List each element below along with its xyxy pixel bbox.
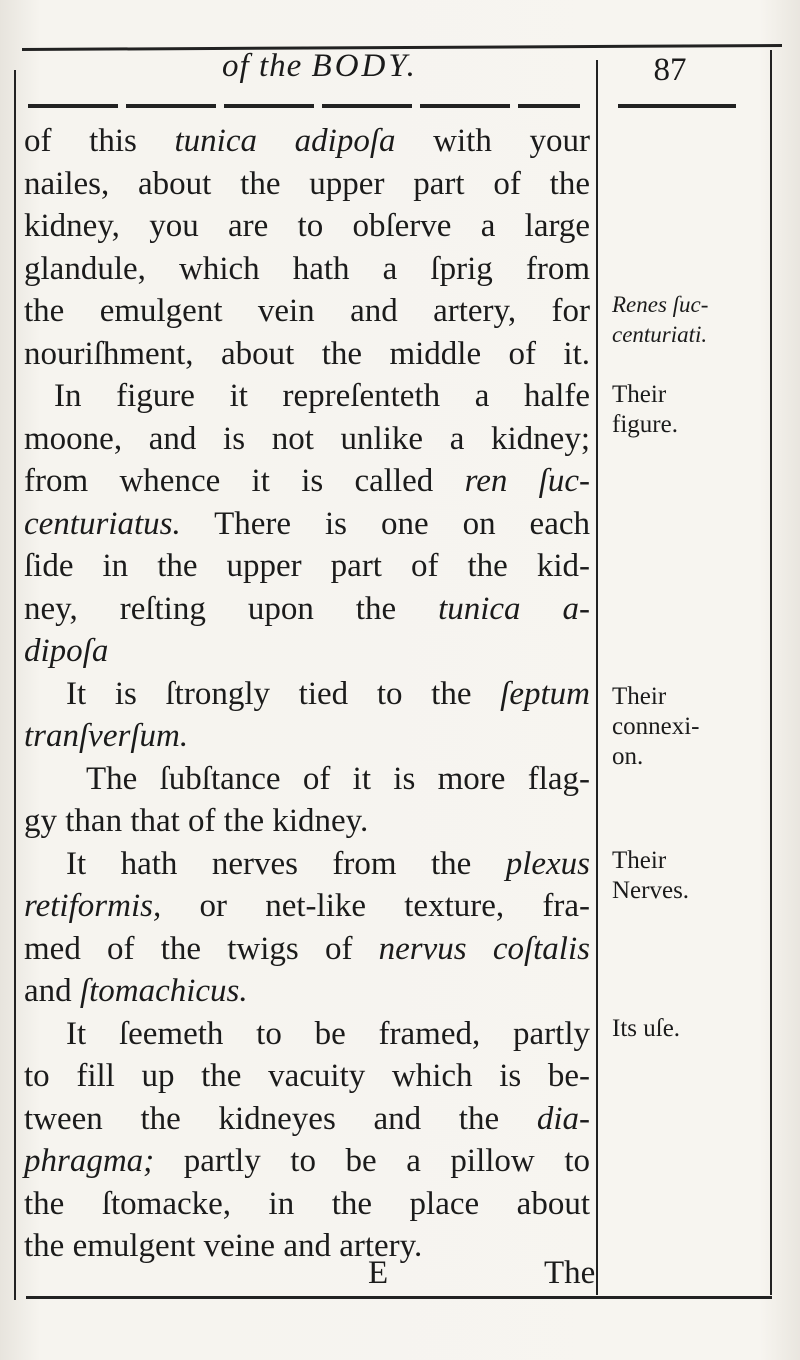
left-rule: [14, 70, 16, 1300]
text-line: centuriatus. There is one on each: [24, 505, 590, 542]
text-line: nailes, about the upper part of the: [24, 165, 590, 202]
text-line: It hath nerves from the plexus: [66, 845, 590, 882]
margin-note-connexion: Their connexi- on.: [612, 683, 700, 770]
text-line: The ſubſtance of it is more flag-: [86, 760, 590, 797]
text-line: and ſtomachicus.: [24, 973, 248, 1009]
text-line: kidney, you are to obſerve a large: [24, 208, 590, 244]
page-number: 87: [653, 52, 687, 88]
text-line: glandule, which hath a ſprig from: [24, 250, 590, 287]
text-line: of this tunica adipoſa with your: [24, 123, 590, 159]
text-line: tranſverſum.: [24, 718, 189, 754]
running-head-prefix: of the: [222, 48, 303, 84]
text-line: the ſtomacke, in the place about: [24, 1185, 590, 1222]
text-line: from whence it is called ren ſuc-: [24, 463, 590, 499]
signature-mark: E: [368, 1255, 389, 1291]
text-line: nouriſhment, about the middle of it.: [24, 335, 590, 372]
text-line: It is ſtrongly tied to the ſeptum: [66, 675, 590, 712]
page-number-underline: [618, 104, 736, 108]
right-rule: [770, 50, 772, 1295]
header-underline: [28, 104, 580, 108]
text-line: dipoſa: [24, 633, 109, 669]
text-line: retiformis, or net-like texture, fra-: [24, 888, 590, 924]
body-text: [24, 120, 590, 1268]
text-line: moone, and is not unlike a kidney;: [24, 420, 590, 457]
text-line: the emulgent veine and artery.: [24, 1228, 423, 1264]
catchword: The: [544, 1255, 596, 1291]
text-line: the emulgent vein and artery, for: [24, 293, 590, 329]
margin-note-use: Its uſe.: [612, 1015, 681, 1042]
text-line: ſide in the upper part of the kid-: [24, 548, 590, 584]
margin-note-nerves: Their Nerves.: [612, 847, 690, 904]
text-line: tween the kidneyes and the dia-: [24, 1100, 590, 1137]
text-line: ney, reſting upon the tunica a-: [24, 590, 590, 627]
margin-note-figure: Their figure.: [612, 381, 678, 438]
running-head-title: BODY.: [311, 48, 418, 84]
running-head: [130, 48, 510, 85]
text-line: In figure it repreſenteth a halfe: [54, 378, 590, 414]
margin-divider-rule: [596, 60, 598, 1295]
text-line: gy than that of the kidney.: [24, 803, 369, 839]
text-line: to fill up the vacuity which is be-: [24, 1058, 590, 1094]
text-line: phragma; partly to be a pillow to: [24, 1143, 590, 1179]
bottom-rule: [26, 1296, 772, 1299]
text-line: It ſeemeth to be framed, partly: [66, 1015, 590, 1052]
margin-note-renes: Renes ſuc- centuriati.: [612, 292, 709, 347]
text-line: med of the twigs of nervus coſtalis: [24, 930, 590, 967]
